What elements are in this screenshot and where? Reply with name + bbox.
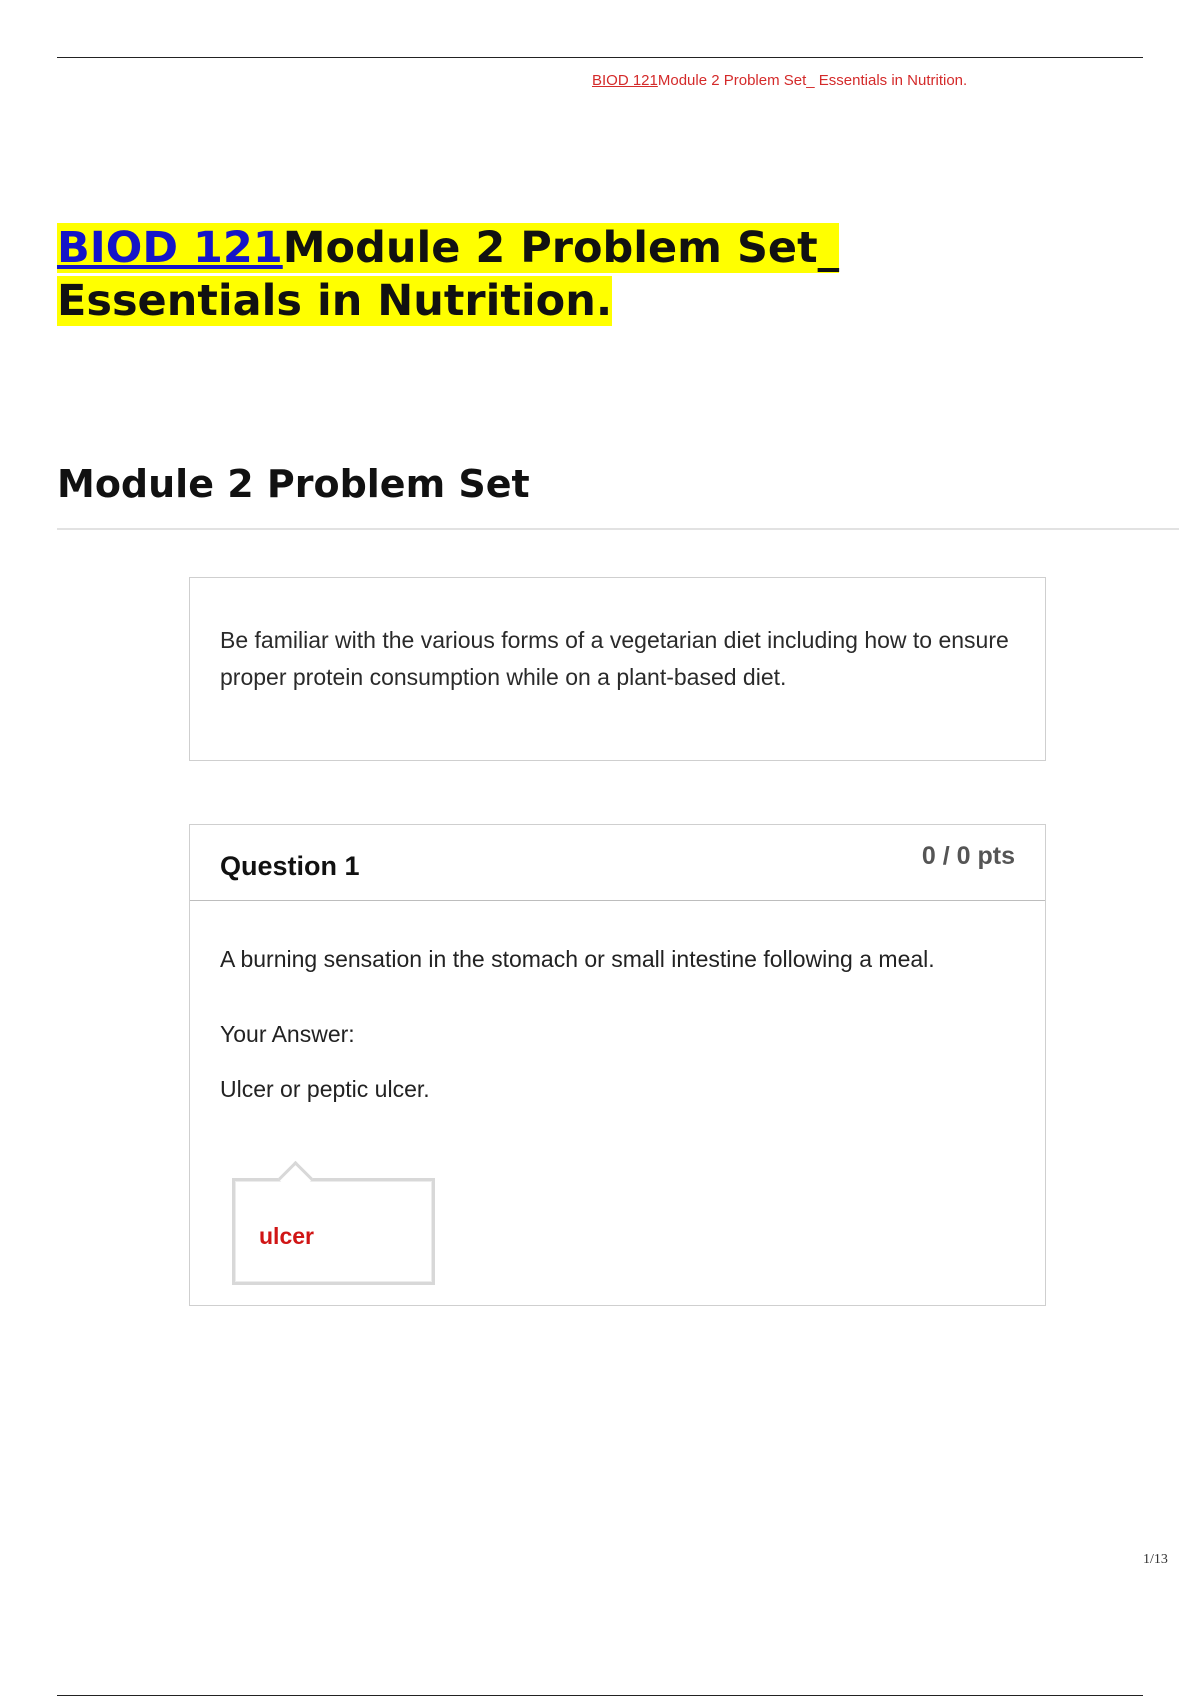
document-title-text: Module 2 Problem Set_ Essentials in Nutrition. (57, 223, 840, 326)
question-title: Question 1 (220, 851, 360, 881)
section-heading: Module 2 Problem Set (57, 462, 530, 506)
your-answer-text: Ulcer or peptic ulcer. (220, 1076, 430, 1102)
your-answer-label: Your Answer: (220, 1021, 355, 1047)
running-header (592, 72, 967, 89)
document-title (57, 222, 1077, 328)
section-divider (57, 528, 1179, 530)
intro-box (189, 577, 1046, 761)
top-rule (57, 57, 1143, 58)
running-header-title: Module 2 Problem Set_ Essentials in Nutrition. (657, 72, 968, 89)
correct-answer-text: ulcer (259, 1223, 314, 1249)
chip-pointer (278, 1161, 313, 1196)
question-points: 0 / 0 pts (921, 842, 1015, 870)
question-prompt: A burning sensation in the stomach or small intestine following a meal. (220, 946, 935, 972)
document-title-course-link[interactable]: BIOD 121 (57, 223, 283, 273)
running-header-course-link[interactable]: BIOD 121 (592, 72, 658, 89)
correct-answer-chip (232, 1178, 435, 1285)
question-card (189, 824, 1046, 1306)
intro-text: Be familiar with the various forms of a vegetarian diet including how to ensure proper protein consumption while on a plant-based diet. (220, 627, 1009, 690)
page-number: 1/13 (1143, 1552, 1168, 1567)
question-header (190, 825, 1045, 901)
bottom-rule (57, 1695, 1143, 1696)
